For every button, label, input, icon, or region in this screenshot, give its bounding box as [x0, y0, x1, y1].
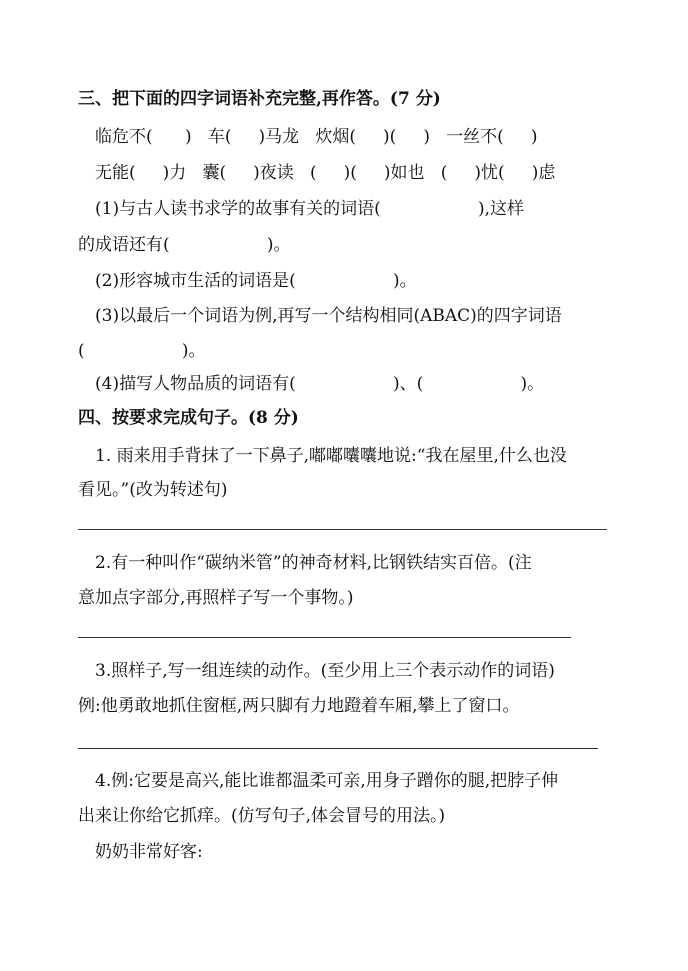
idiom-row-2: 无能( )力 囊( )夜读 ( )( )如也 ( )忧( )虑: [95, 163, 556, 183]
section-3-title: 三、把下面的四字词语补充完整,再作答。(7 分): [78, 89, 441, 109]
answer-line-2[interactable]: [78, 637, 571, 638]
sentence-2-line-1: 2.有一种叫作“碳纳米管”的神奇材料,比钢铁结实百倍。(注: [95, 553, 532, 573]
question-1-line-1: (1)与古人读书求学的故事有关的词语( ),这样: [95, 199, 525, 219]
sentence-1-line-2: 看见。”(改为转述句): [78, 480, 228, 500]
answer-line-3[interactable]: [78, 748, 598, 749]
sentence-4-prompt: 奶奶非常好客:: [95, 842, 203, 862]
idiom-row-1: 临危不( ) 车( )马龙 炊烟( )( ) 一丝不( ): [95, 127, 538, 147]
question-3-line-1: (3)以最后一个词语为例,再写一个结构相同(ABAC)的四字词语: [95, 306, 562, 326]
sentence-4-line-2: 出来让你给它抓痒。(仿写句子,体会冒号的用法。): [78, 806, 446, 826]
answer-line-1[interactable]: [78, 529, 607, 530]
question-1-line-2: 的成语还有( )。: [78, 235, 291, 255]
sentence-2-line-2: 意加点字部分,再照样子写一个事物。): [78, 588, 354, 608]
sentence-3-example: 例:他勇敢地抓住窗框,两只脚有力地蹬着车厢,攀上了窗口。: [78, 696, 520, 716]
question-4: (4)描写人物品质的词语有( )、( )。: [95, 374, 545, 394]
sentence-1-line-1: 1. 雨来用手背抹了一下鼻子,嘟嘟囔囔地说:“我在屋里,什么也没: [95, 446, 567, 466]
question-2: (2)形容城市生活的词语是( )。: [95, 271, 417, 291]
question-3-line-2: ( )。: [78, 341, 206, 361]
sentence-4-line-1: 4.例:它要是高兴,能比谁都温柔可亲,用身子蹭你的腿,把脖子伸: [95, 771, 559, 791]
section-4-title: 四、按要求完成句子。(8 分): [78, 408, 299, 428]
sentence-3-line-1: 3.照样子,写一组连续的动作。(至少用上三个表示动作的词语): [95, 661, 555, 681]
